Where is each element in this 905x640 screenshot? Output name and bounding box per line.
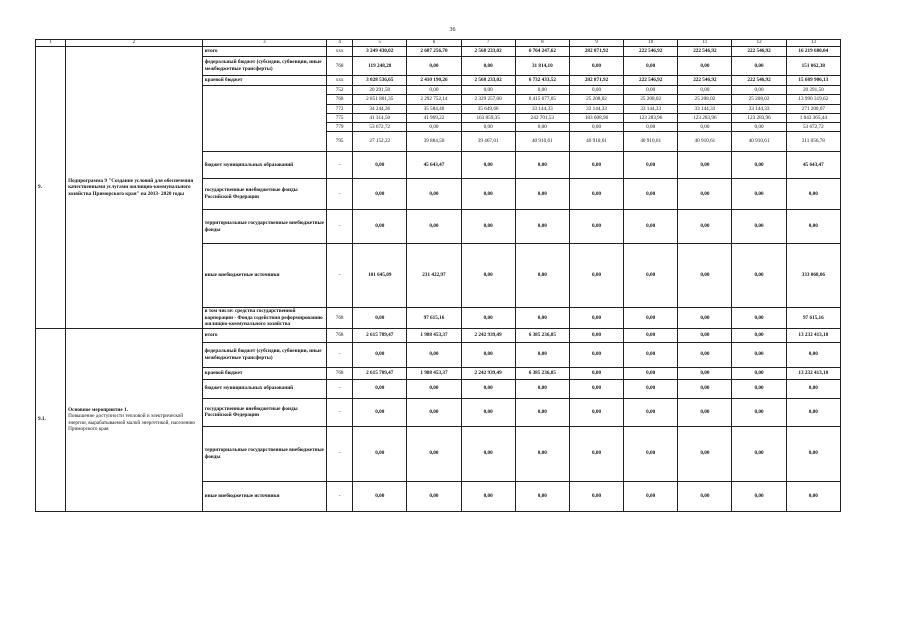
- row-value: 2 568 233,02: [461, 76, 515, 86]
- row-value: 6 385 236,85: [515, 328, 569, 342]
- table-row: [36, 47, 841, 57]
- row-value: 97 615,16: [407, 308, 461, 329]
- row-value: 0,00: [461, 179, 515, 210]
- row-value: 0,00: [569, 179, 623, 210]
- column-number: 11: [678, 40, 732, 47]
- row-value: 2 242 939,49: [461, 367, 515, 379]
- row-label-empty: [202, 86, 326, 152]
- row-value: 123 283,96: [732, 114, 786, 123]
- row-total: 16 219 680,04: [786, 47, 840, 57]
- row-value: 2 687 256,70: [407, 47, 461, 57]
- row-value: 0,00: [624, 398, 678, 426]
- row-value: 33 144,33: [624, 105, 678, 114]
- row-value: 35 649,66: [461, 105, 515, 114]
- row-value: 222 546,92: [624, 47, 678, 57]
- row-value: 0,00: [515, 379, 569, 398]
- row-value: 31 814,10: [515, 57, 569, 76]
- row-value: 0,00: [624, 123, 678, 132]
- row-value: 2 615 789,47: [353, 328, 407, 342]
- column-number: 7: [461, 40, 515, 47]
- row-value: 0,00: [461, 379, 515, 398]
- row-value: 0,00: [407, 57, 461, 76]
- row-value: 0,00: [353, 152, 407, 179]
- row-value: 25 208,02: [678, 95, 732, 105]
- row-value: 0,00: [732, 308, 786, 329]
- row-value: 40 910,61: [569, 132, 623, 152]
- row-total: 0,00: [786, 481, 840, 511]
- row-total: 271 200,07: [786, 105, 840, 114]
- section-title-text: Подпрограмма 9 "Создание условий для обеспечения качественными услугами жилищно-коммунального хозяйства Приморского края" на 2013- 2020 годы: [68, 177, 194, 197]
- row-value: 33 144,33: [732, 105, 786, 114]
- row-total: 0,00: [786, 379, 840, 398]
- row-value: 0,00: [624, 244, 678, 308]
- row-code: -: [327, 179, 353, 210]
- row-label: бюджет муниципальных образований: [202, 152, 326, 179]
- row-value: 0,00: [515, 398, 569, 426]
- row-code: 768: [327, 328, 353, 342]
- column-number: 10: [624, 40, 678, 47]
- row-value: 0,00: [732, 244, 786, 308]
- page-number: 36: [449, 27, 456, 33]
- row-value: 0,00: [624, 342, 678, 367]
- row-value: 0,00: [569, 367, 623, 379]
- row-value: 0,00: [569, 86, 623, 95]
- row-label: государственные внебюджетные фонды Российской Федерации: [202, 179, 326, 210]
- section-index: 9.: [36, 47, 66, 329]
- row-label: территориальные государственные внебюджетные фонды: [202, 426, 326, 481]
- row-value: 0,00: [624, 481, 678, 511]
- row-value: 0,00: [569, 342, 623, 367]
- row-value: 35 584,40: [407, 105, 461, 114]
- section-title: [66, 328, 203, 511]
- row-value: 0,00: [732, 57, 786, 76]
- row-value: 123 283,96: [624, 114, 678, 123]
- row-label: федеральный бюджет (субсидии, субвенции, иные межбюджетные трансферты): [202, 57, 326, 76]
- row-value: 0,00: [678, 86, 732, 95]
- row-value: 0,00: [732, 210, 786, 244]
- row-value: 0,00: [569, 308, 623, 329]
- row-value: 2 615 789,47: [353, 367, 407, 379]
- row-value: 0,00: [569, 210, 623, 244]
- row-value: 0,00: [624, 210, 678, 244]
- row-value: 40 910,61: [732, 132, 786, 152]
- row-value: 0,00: [461, 342, 515, 367]
- row-value: 20 291,50: [353, 86, 407, 95]
- row-label: федеральный бюджет (субсидии, субвенции, иные межбюджетные трансферты): [202, 342, 326, 367]
- row-value: 25 208,02: [624, 95, 678, 105]
- row-code: 775: [327, 114, 353, 123]
- table-header-row: [36, 40, 841, 47]
- row-label: краевой бюджет: [202, 76, 326, 86]
- row-value: 33 144,33: [569, 105, 623, 114]
- row-value: 231 422,97: [407, 244, 461, 308]
- row-value: 0,00: [732, 328, 786, 342]
- row-value: 0,00: [624, 379, 678, 398]
- row-value: 0,00: [515, 123, 569, 132]
- row-value: 0,00: [569, 379, 623, 398]
- row-total: 0,00: [786, 426, 840, 481]
- row-value: 3 028 536,65: [353, 76, 407, 86]
- row-label: итого: [202, 47, 326, 57]
- row-label: краевой бюджет: [202, 367, 326, 379]
- row-value: 0,00: [515, 308, 569, 329]
- row-value: 39 884,50: [407, 132, 461, 152]
- row-value: 25 208,02: [569, 95, 623, 105]
- section-title: [66, 47, 203, 329]
- row-value: 27 152,22: [353, 132, 407, 152]
- row-code: -: [327, 210, 353, 244]
- row-value: 2 329 257,00: [461, 95, 515, 105]
- row-code: 779: [327, 123, 353, 132]
- row-value: 0,00: [569, 398, 623, 426]
- row-value: 2 242 939,49: [461, 328, 515, 342]
- row-value: 0,00: [624, 179, 678, 210]
- column-number: 3: [202, 40, 326, 47]
- row-value: 2 292 752,14: [407, 95, 461, 105]
- row-label: бюджет муниципальных образований: [202, 379, 326, 398]
- column-number: 2: [66, 40, 203, 47]
- row-value: 0,00: [678, 244, 732, 308]
- row-value: 0,00: [461, 481, 515, 511]
- row-value: 0,00: [515, 244, 569, 308]
- row-value: 0,00: [407, 398, 461, 426]
- row-value: 0,00: [678, 123, 732, 132]
- row-value: 123 283,96: [678, 114, 732, 123]
- section-subtitle-text: Повышение доступности тепловой и электрической энергии, вырабатываемой малой энергетикой, населению Приморского края: [68, 413, 196, 433]
- row-value: 0,00: [461, 398, 515, 426]
- row-total: 97 615,16: [786, 308, 840, 329]
- row-value: 222 546,92: [732, 76, 786, 86]
- row-value: 0,00: [353, 398, 407, 426]
- row-code: 752: [327, 86, 353, 95]
- row-value: 0,00: [353, 379, 407, 398]
- row-value: 0,00: [732, 481, 786, 511]
- row-value: 0,00: [461, 210, 515, 244]
- row-value: 1 988 453,37: [407, 367, 461, 379]
- row-value: 0,00: [624, 308, 678, 329]
- row-code: -: [327, 342, 353, 367]
- row-value: 0,00: [353, 308, 407, 329]
- row-value: 222 546,92: [732, 47, 786, 57]
- row-value: 0,00: [461, 308, 515, 329]
- row-value: 41 314,50: [353, 114, 407, 123]
- row-value: 0,00: [732, 379, 786, 398]
- row-code: -: [327, 379, 353, 398]
- row-total: 0,00: [786, 179, 840, 210]
- row-value: 0,00: [407, 86, 461, 95]
- row-value: 0,00: [353, 426, 407, 481]
- row-value: 0,00: [515, 179, 569, 210]
- column-number: 1: [36, 40, 66, 47]
- row-value: 0,00: [732, 342, 786, 367]
- row-value: 0,00: [678, 426, 732, 481]
- row-value: 33 144,33: [678, 105, 732, 114]
- row-value: 0,00: [407, 379, 461, 398]
- row-label: иные внебюджетные источники: [202, 244, 326, 308]
- row-code: 772: [327, 105, 353, 114]
- row-value: 0,00: [569, 426, 623, 481]
- row-value: 0,00: [569, 57, 623, 76]
- row-value: 2 851 801,35: [353, 95, 407, 105]
- row-value: 0,00: [461, 244, 515, 308]
- row-value: 0,00: [678, 398, 732, 426]
- row-value: 0,00: [461, 123, 515, 132]
- column-number: 8: [515, 40, 569, 47]
- row-value: 0,00: [515, 210, 569, 244]
- row-total: 15 689 906,13: [786, 76, 840, 86]
- row-value: 0,00: [569, 244, 623, 308]
- row-value: 25 208,02: [732, 95, 786, 105]
- row-total: 151 062,38: [786, 57, 840, 76]
- row-value: 0,00: [678, 57, 732, 76]
- row-value: 2 568 233,02: [461, 47, 515, 57]
- row-value: 242 701,53: [515, 114, 569, 123]
- row-value: 282 871,92: [569, 47, 623, 57]
- row-value: 0,00: [569, 152, 623, 179]
- column-number: 4: [327, 40, 353, 47]
- row-value: 0,00: [732, 367, 786, 379]
- row-value: 0,00: [678, 179, 732, 210]
- row-code: 768: [327, 308, 353, 329]
- row-total: 20 291,50: [786, 86, 840, 95]
- row-value: 0,00: [624, 152, 678, 179]
- row-value: 45 643,47: [407, 152, 461, 179]
- column-number: 5: [353, 40, 407, 47]
- row-value: 6 415 677,05: [515, 95, 569, 105]
- budget-table: [35, 39, 841, 512]
- row-value: 0,00: [515, 342, 569, 367]
- row-value: 0,00: [678, 379, 732, 398]
- row-label: территориальные государственные внебюджетные фонды: [202, 210, 326, 244]
- row-value: 0,00: [569, 481, 623, 511]
- row-total: 13 232 413,18: [786, 367, 840, 379]
- row-value: 0,00: [624, 328, 678, 342]
- row-value: 0,00: [732, 426, 786, 481]
- row-code: 768: [327, 95, 353, 105]
- row-value: 3 249 430,02: [353, 47, 407, 57]
- row-value: 0,00: [624, 57, 678, 76]
- row-value: 40 910,61: [515, 132, 569, 152]
- row-value: 0,00: [732, 86, 786, 95]
- row-value: 0,00: [353, 481, 407, 511]
- column-number: 6: [407, 40, 461, 47]
- row-value: 101 645,09: [353, 244, 407, 308]
- row-value: 0,00: [461, 152, 515, 179]
- row-value: 0,00: [353, 179, 407, 210]
- row-value: 0,00: [569, 328, 623, 342]
- column-number: 9: [569, 40, 623, 47]
- row-value: 0,00: [407, 342, 461, 367]
- row-value: 0,00: [461, 86, 515, 95]
- row-value: 222 546,92: [624, 76, 678, 86]
- row-value: 0,00: [678, 308, 732, 329]
- row-value: 0,00: [732, 152, 786, 179]
- row-total: 13 232 413,18: [786, 328, 840, 342]
- row-label: иные внебюджетные источники: [202, 481, 326, 511]
- row-value: 0,00: [624, 426, 678, 481]
- row-code: 795: [327, 132, 353, 152]
- row-value: 0,00: [678, 210, 732, 244]
- row-value: 0,00: [407, 179, 461, 210]
- row-total: 311 056,78: [786, 132, 840, 152]
- row-code: -: [327, 398, 353, 426]
- row-total: 1 043 365,44: [786, 114, 840, 123]
- row-value: 0,00: [678, 328, 732, 342]
- row-value: 0,00: [678, 342, 732, 367]
- row-value: 0,00: [407, 481, 461, 511]
- row-value: 53 672,72: [353, 123, 407, 132]
- row-total: 53 672,72: [786, 123, 840, 132]
- row-value: 183 608,96: [569, 114, 623, 123]
- row-value: 0,00: [678, 481, 732, 511]
- row-total: 0,00: [786, 398, 840, 426]
- row-value: 0,00: [515, 152, 569, 179]
- row-value: 222 546,92: [678, 47, 732, 57]
- row-total: 333 068,06: [786, 244, 840, 308]
- row-value: 163 859,35: [461, 114, 515, 123]
- row-value: 0,00: [624, 86, 678, 95]
- row-code: 768: [327, 367, 353, 379]
- row-code: -: [327, 244, 353, 308]
- row-value: 0,00: [407, 210, 461, 244]
- row-value: 0,00: [732, 123, 786, 132]
- row-value: 0,00: [407, 123, 461, 132]
- row-value: 0,00: [732, 179, 786, 210]
- row-value: 0,00: [461, 57, 515, 76]
- row-value: 0,00: [624, 367, 678, 379]
- row-value: 0,00: [515, 86, 569, 95]
- row-value: 1 988 453,37: [407, 328, 461, 342]
- row-value: 0,00: [407, 426, 461, 481]
- row-value: 40 910,61: [678, 132, 732, 152]
- row-code: xxx: [327, 76, 353, 86]
- row-value: 119 248,28: [353, 57, 407, 76]
- row-value: 282 871,92: [569, 76, 623, 86]
- row-code: -: [327, 426, 353, 481]
- column-number: 12: [732, 40, 786, 47]
- row-label: в том числе: средства государственной корпорации - Фонда содействия реформированию жилищно-коммунального хозяйства: [202, 308, 326, 329]
- column-number: 13: [786, 40, 840, 47]
- row-value: 0,00: [515, 426, 569, 481]
- row-total: 13 990 319,62: [786, 95, 840, 105]
- row-label: государственные внебюджетные фонды Российской Федерации: [202, 398, 326, 426]
- row-value: 34 244,36: [353, 105, 407, 114]
- row-value: 0,00: [678, 367, 732, 379]
- row-value: 0,00: [353, 210, 407, 244]
- row-total: 0,00: [786, 342, 840, 367]
- row-code: -: [327, 481, 353, 511]
- section-index: 9.1.: [36, 328, 66, 511]
- row-value: 33 144,33: [515, 105, 569, 114]
- row-value: 6 385 236,85: [515, 367, 569, 379]
- row-value: 41 969,22: [407, 114, 461, 123]
- row-value: 39 467,01: [461, 132, 515, 152]
- row-value: 6 732 433,52: [515, 76, 569, 86]
- row-value: 2 410 190,26: [407, 76, 461, 86]
- row-value: 222 546,92: [678, 76, 732, 86]
- row-code: 768: [327, 57, 353, 76]
- row-value: 0,00: [569, 123, 623, 132]
- row-code: -: [327, 152, 353, 179]
- row-value: 0,00: [461, 426, 515, 481]
- row-label: итого: [202, 328, 326, 342]
- row-code: xxx: [327, 47, 353, 57]
- row-value: 0,00: [732, 398, 786, 426]
- section-title-text: Основное мероприятие 1.: [68, 406, 128, 413]
- table-row: [36, 328, 841, 342]
- row-value: 0,00: [515, 481, 569, 511]
- row-value: 6 764 247,62: [515, 47, 569, 57]
- row-total: 0,00: [786, 210, 840, 244]
- row-value: 40 910,61: [624, 132, 678, 152]
- row-total: 45 643,47: [786, 152, 840, 179]
- row-value: 0,00: [678, 152, 732, 179]
- row-value: 0,00: [353, 342, 407, 367]
